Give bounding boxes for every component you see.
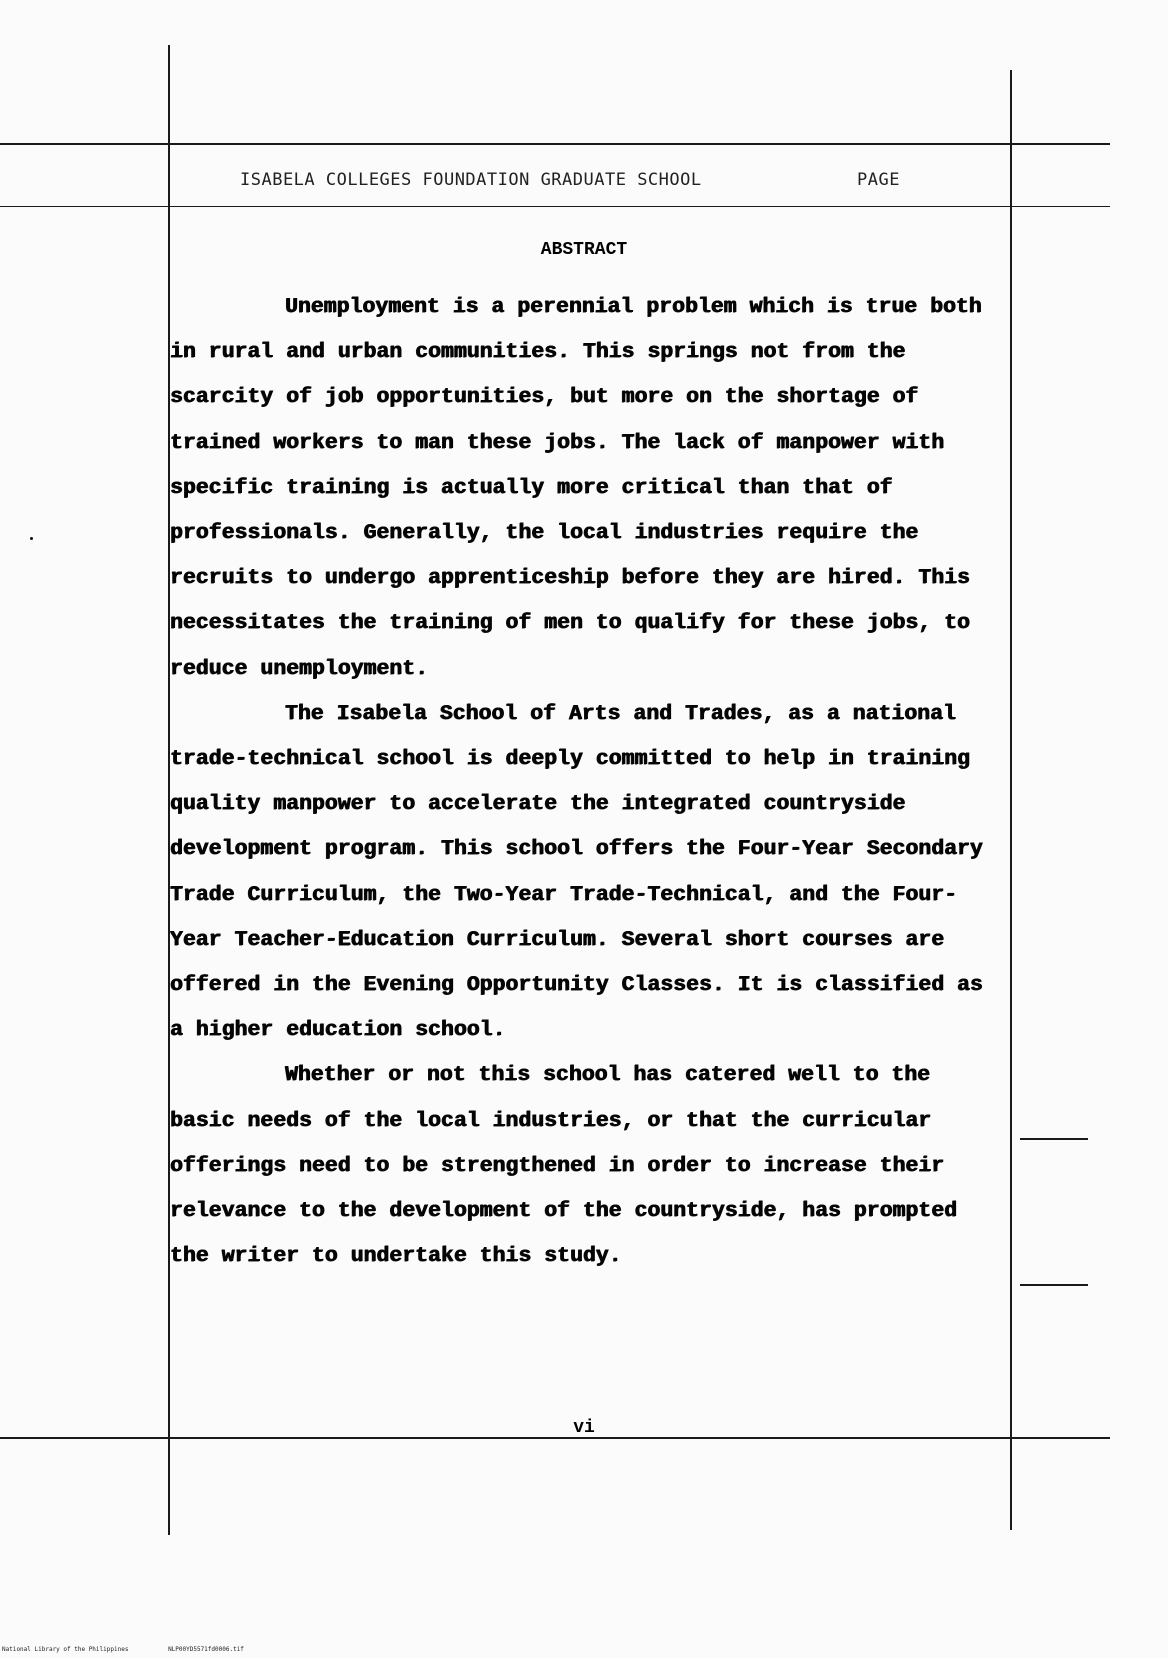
library-credit: National Library of the Philippines — [2, 1646, 129, 1653]
scan-footer — [2, 1646, 244, 1653]
page-header — [240, 170, 940, 190]
file-name: NLP00YD5571fd0006.tif — [168, 1646, 244, 1653]
page-number: vi — [573, 1418, 595, 1438]
paragraph: Whether or not this school has catered well to the basic needs of the local industries, or that the curricular offerings need to be strengthened in order to increase their relevance to the development of the countryside, has prompted the writer to undertake this study. — [170, 1063, 958, 1269]
header-underline-rule — [0, 206, 1110, 207]
abstract-title: ABSTRACT — [540, 240, 628, 260]
paragraph: Unemployment is a perennial problem which is true both in rural and urban communities. This springs not from the scarcity of job opportunities, but more on the shortage of trained workers to man these jobs. The lack of manpower with specific training is actually more critical than that of professionals. Generally, the local industries require the recruits to undergo apprenticeship before they are hired. This necessitates the training of men to qualify for these jobs, to reduce unemployment. — [170, 295, 982, 681]
paragraph: The Isabela School of Arts and Trades, as a national trade-technical school is deeply committed to help in training quality manpower to accelerate the integrated countryside development program. This school offers the Four-Year Secondary Trade Curriculum, the Two-Year Trade-Technical, and the Four-Year Teacher-Education Curriculum. Several short courses are offered in the Evening Opportunity Classes. It is classified as a higher education school. — [170, 701, 983, 1043]
top-rule — [0, 143, 1110, 145]
right-margin-tick-1 — [1020, 1138, 1088, 1140]
page-label: PAGE — [857, 170, 900, 190]
stray-dot — [30, 537, 33, 540]
right-margin-tick-2 — [1020, 1284, 1088, 1286]
abstract-body — [170, 285, 1000, 1279]
right-margin-rule — [1010, 70, 1012, 1530]
school-name: ISABELA COLLEGES FOUNDATION GRADUATE SCHOOL — [240, 170, 702, 190]
